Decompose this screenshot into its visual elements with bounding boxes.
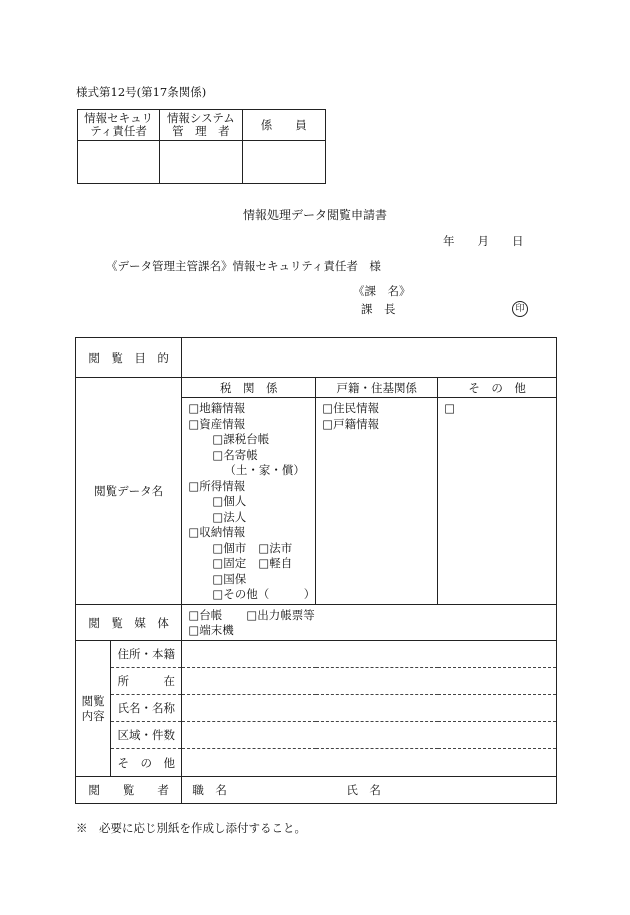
approval-header-staff: 係 員	[242, 110, 325, 141]
checkbox-light-vehicle-tax[interactable]: □軽自	[258, 556, 293, 570]
checkbox-national-health-insurance[interactable]: □国保	[212, 571, 247, 586]
family-register-options	[316, 398, 438, 605]
checkbox-income-corporate[interactable]: □法人	[212, 509, 247, 524]
approval-header-system-manager: 情報システム 管 理 者	[160, 110, 242, 141]
addressee: 《データ管理主管課名》情報セキュリティ責任者 様	[106, 259, 381, 273]
media-options	[182, 605, 557, 641]
sender-title: 課 長	[361, 302, 396, 316]
checkbox-asset-info[interactable]: □資産情報	[188, 416, 246, 431]
other-header: そ の 他	[438, 378, 557, 398]
approval-stamp-table	[77, 109, 326, 184]
approval-stamp-cell-2[interactable]	[160, 141, 242, 184]
media-label: 閲 覧 媒 体	[76, 605, 182, 641]
family-register-header: 戸籍・住基関係	[316, 378, 438, 398]
footnote: ※ 必要に応じ別紙を作成し添付すること。	[76, 821, 306, 835]
checkbox-income-info[interactable]: □所得情報	[188, 478, 246, 493]
checkbox-media-print[interactable]: □出力帳票等	[246, 607, 315, 622]
tax-options	[182, 398, 316, 605]
checkbox-income-individual[interactable]: □個人	[212, 494, 247, 508]
date-line: 年 月 日	[443, 234, 524, 248]
checkbox-fixed-asset-tax[interactable]: □固定	[212, 556, 247, 570]
checkbox-media-ledger[interactable]: □台帳	[188, 607, 223, 622]
content-other-field[interactable]	[182, 749, 557, 777]
approval-stamp-cell-1[interactable]	[78, 141, 160, 184]
checkbox-family-register-info[interactable]: □戸籍情報	[322, 416, 380, 431]
checkbox-individual-city-tax[interactable]: □個市	[212, 540, 247, 555]
checkbox-other[interactable]: □	[444, 401, 456, 415]
purpose-field[interactable]	[182, 338, 557, 378]
seal-mark	[512, 300, 528, 317]
content-name-label: 氏名・名称	[111, 695, 182, 722]
tax-header: 税 関 係	[182, 378, 316, 398]
content-address-label: 住所・本籍	[111, 641, 182, 668]
data-name-label: 閲覧データ名	[76, 378, 182, 605]
seal-icon: 印	[512, 301, 528, 317]
content-area-field[interactable]	[182, 722, 557, 749]
other-options	[438, 398, 557, 605]
viewer-post-label: 職 名	[192, 783, 227, 797]
content-other-label: そ の 他	[111, 749, 182, 777]
purpose-label: 閲 覧 目 的	[76, 338, 182, 378]
approval-header-security-officer: 情報セキュリ ティ責任者	[78, 110, 160, 141]
checkbox-collection-other[interactable]: □その他（ ）	[212, 587, 316, 601]
content-location-label: 所 在	[111, 668, 182, 695]
viewer-name-label: 氏 名	[346, 783, 381, 797]
asset-types-note: （土・家・償）	[224, 463, 305, 477]
approval-stamp-cell-3[interactable]	[242, 141, 325, 184]
application-table	[75, 337, 557, 804]
viewer-field[interactable]	[182, 777, 557, 804]
sender-department: 《課 名》	[353, 284, 411, 298]
checkbox-corporate-city-tax[interactable]: □法市	[258, 540, 293, 555]
checkbox-land-info[interactable]: □地籍情報	[188, 401, 246, 415]
checkbox-resident-info[interactable]: □住民情報	[322, 401, 380, 415]
content-location-field[interactable]	[182, 668, 557, 695]
checkbox-tax-ledger[interactable]: □課税台帳	[212, 432, 270, 446]
viewer-label: 閲 覧 者	[76, 777, 182, 804]
content-address-field[interactable]	[182, 641, 557, 668]
form-number: 様式第12号(第17条関係)	[76, 85, 207, 99]
checkbox-name-register[interactable]: □名寄帳	[212, 447, 258, 462]
document-title: 情報処理データ閲覧申請書	[242, 208, 387, 222]
checkbox-collection-info[interactable]: □収納情報	[188, 525, 246, 539]
checkbox-media-terminal[interactable]: □端末機	[188, 622, 234, 637]
content-name-field[interactable]	[182, 695, 557, 722]
content-label: 閲覧 内容	[76, 641, 111, 777]
content-area-label: 区域・件数	[111, 722, 182, 749]
